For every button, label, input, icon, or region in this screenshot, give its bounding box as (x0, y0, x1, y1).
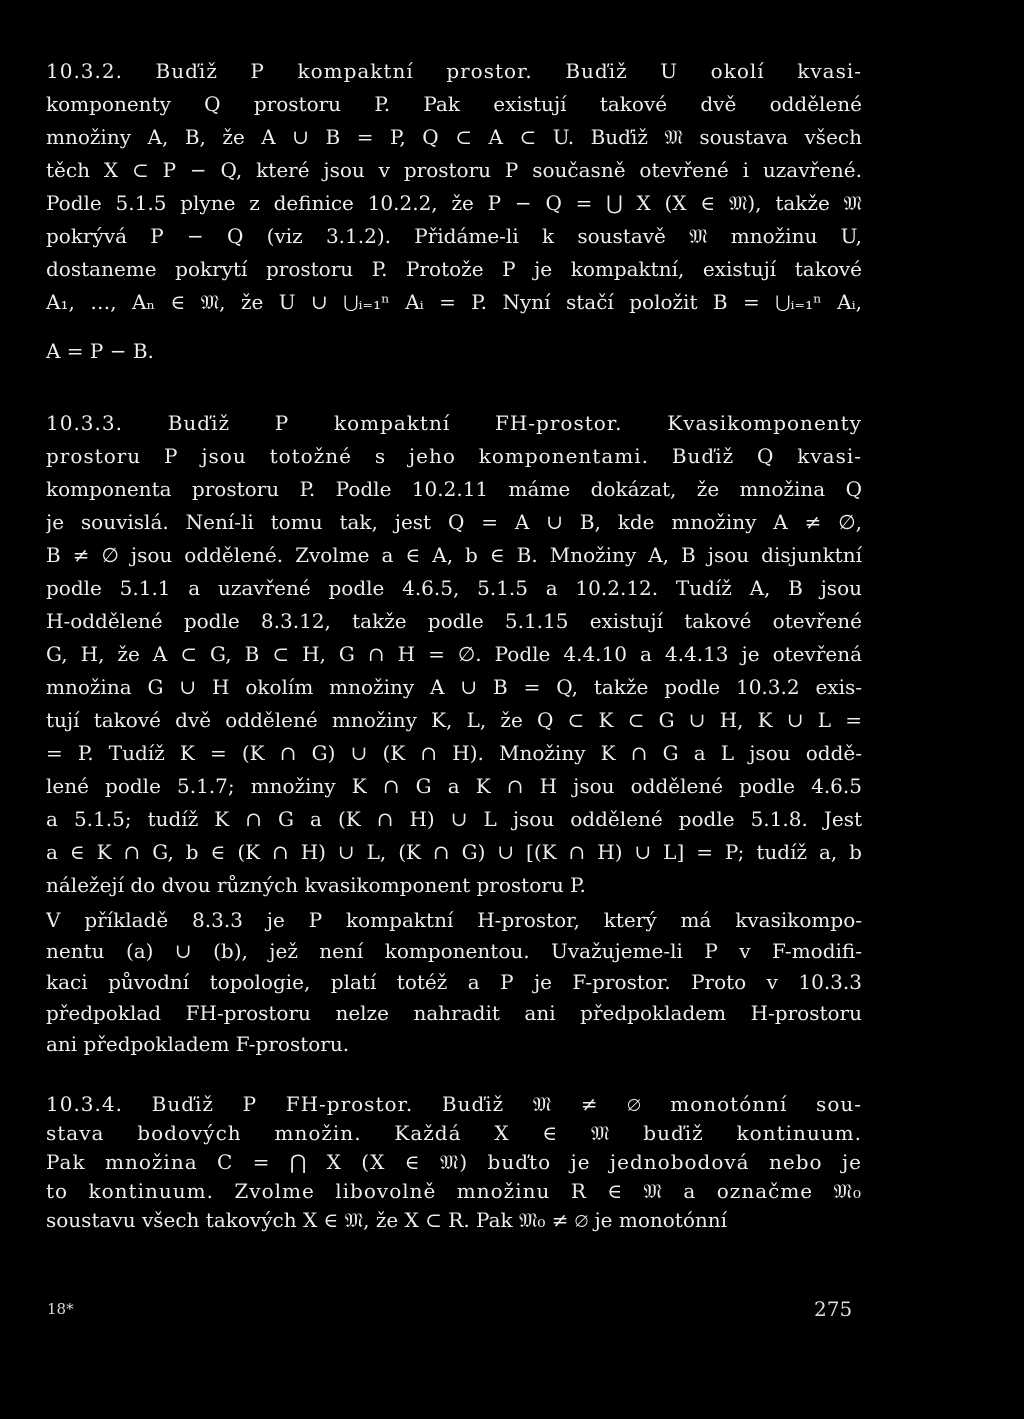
text-line: množiny A, B, že A ∪ B = P, Q ⊂ A ⊂ U. Buďiž 𝔐 soustava všech (46, 125, 862, 149)
text-line: dostaneme pokrytí prostoru P. Protože P je kompaktní, existují takové (46, 257, 862, 281)
text-line: předpoklad FH-prostoru nelze nahradit ani předpokladem H-prostoru (46, 1001, 862, 1025)
text-line: 10.3.4. Buďiž P FH-prostor. Buďiž 𝔐 ≠ ∅ monotónní sou- (46, 1092, 862, 1116)
text-line: Pak množina C = ⋂ X (X ∈ 𝔐) buďto je jednobodová nebo je (46, 1150, 862, 1174)
text-line: a ∈ K ∩ G, b ∈ (K ∩ H) ∪ L, (K ∩ G) ∪ [(K ∩ H) ∪ L] = P; tudíž a, b (46, 840, 862, 864)
text-line: to kontinuum. Zvolme libovolně množinu R ∈ 𝔐 a označme 𝔐₀ (46, 1179, 862, 1203)
text-line: nentu (a) ∪ (b), jež není komponentou. Uvažujeme-li P v F-modifi- (46, 939, 862, 963)
footer-signature-mark: 18* (47, 1300, 74, 1318)
text-line: Podle 5.1.5 plyne z definice 10.2.2, že P − Q = ⋃ X (X ∈ 𝔐), takže 𝔐 (46, 191, 862, 215)
text-line: kaci původní topologie, platí totéž a P je F-prostor. Proto v 10.3.3 (46, 970, 862, 994)
text-line: stava bodových množin. Každá X ∈ 𝔐 buďiž kontinuum. (46, 1121, 862, 1145)
text-line: tují takové dvě oddělené množiny K, L, že Q ⊂ K ⊂ G ∪ H, K ∪ L = (46, 708, 862, 732)
text-line: těch X ⊂ P − Q, které jsou v prostoru P současně otevřené i uzavřené. (46, 158, 862, 182)
text-line: lené podle 5.1.7; množiny K ∩ G a K ∩ H jsou oddělené podle 4.6.5 (46, 774, 862, 798)
text-line: komponenty Q prostoru P. Pak existují takové dvě oddělené (46, 92, 862, 116)
text-line: G, H, že A ⊂ G, B ⊂ H, G ∩ H = ∅. Podle 4.4.10 a 4.4.13 je otevřená (46, 642, 862, 666)
text-line: = P. Tudíž K = (K ∩ G) ∪ (K ∩ H). Množiny K ∩ G a L jsou oddě- (46, 741, 862, 765)
text-line: 10.3.2. Buďiž P kompaktní prostor. Buďiž U okolí kvasi- (46, 59, 862, 83)
text-line: A₁, …, Aₙ ∈ 𝔐, že U ∪ ⋃ᵢ₌₁ⁿ Aᵢ = P. Nyní stačí položit B = ⋃ᵢ₌₁ⁿ Aᵢ, (46, 290, 862, 314)
text-line: A = P − B. (46, 339, 154, 363)
text-line: soustavu všech takových X ∈ 𝔐, že X ⊂ R. Pak 𝔐₀ ≠ ∅ je monotónní (46, 1208, 728, 1232)
text-line: H-oddělené podle 8.3.12, takže podle 5.1.15 existují takové otevřené (46, 609, 862, 633)
text-line: je souvislá. Není-li tomu tak, jest Q = A ∪ B, kde množiny A ≠ ∅, (46, 510, 862, 534)
text-line: B ≠ ∅ jsou oddělené. Zvolme a ∈ A, b ∈ B. Množiny A, B jsou disjunktní (46, 543, 862, 567)
text-line: 10.3.3. Buďiž P kompaktní FH-prostor. Kvasikomponenty (46, 411, 862, 435)
text-line: prostoru P jsou totožné s jeho komponentami. Buďiž Q kvasi- (46, 444, 862, 468)
text-line: množina G ∪ H okolím množiny A ∪ B = Q, takže podle 10.3.2 exis- (46, 675, 862, 699)
text-line: V příkladě 8.3.3 je P kompaktní H-prostor, který má kvasikompo- (46, 908, 862, 932)
text-line: podle 5.1.1 a uzavřené podle 4.6.5, 5.1.5 a 10.2.12. Tudíž A, B jsou (46, 576, 862, 600)
text-line: ani předpokladem F-prostoru. (46, 1032, 350, 1056)
page-number: 275 (814, 1297, 853, 1321)
text-line: komponenta prostoru P. Podle 10.2.11 máme dokázat, že množina Q (46, 477, 862, 501)
text-line: a 5.1.5; tudíž K ∩ G a (K ∩ H) ∪ L jsou oddělené podle 5.1.8. Jest (46, 807, 862, 831)
text-line: pokrývá P − Q (viz 3.1.2). Přidáme-li k soustavě 𝔐 množinu U, (46, 224, 862, 248)
text-line: náležejí do dvou různých kvasikomponent prostoru P. (46, 873, 586, 897)
